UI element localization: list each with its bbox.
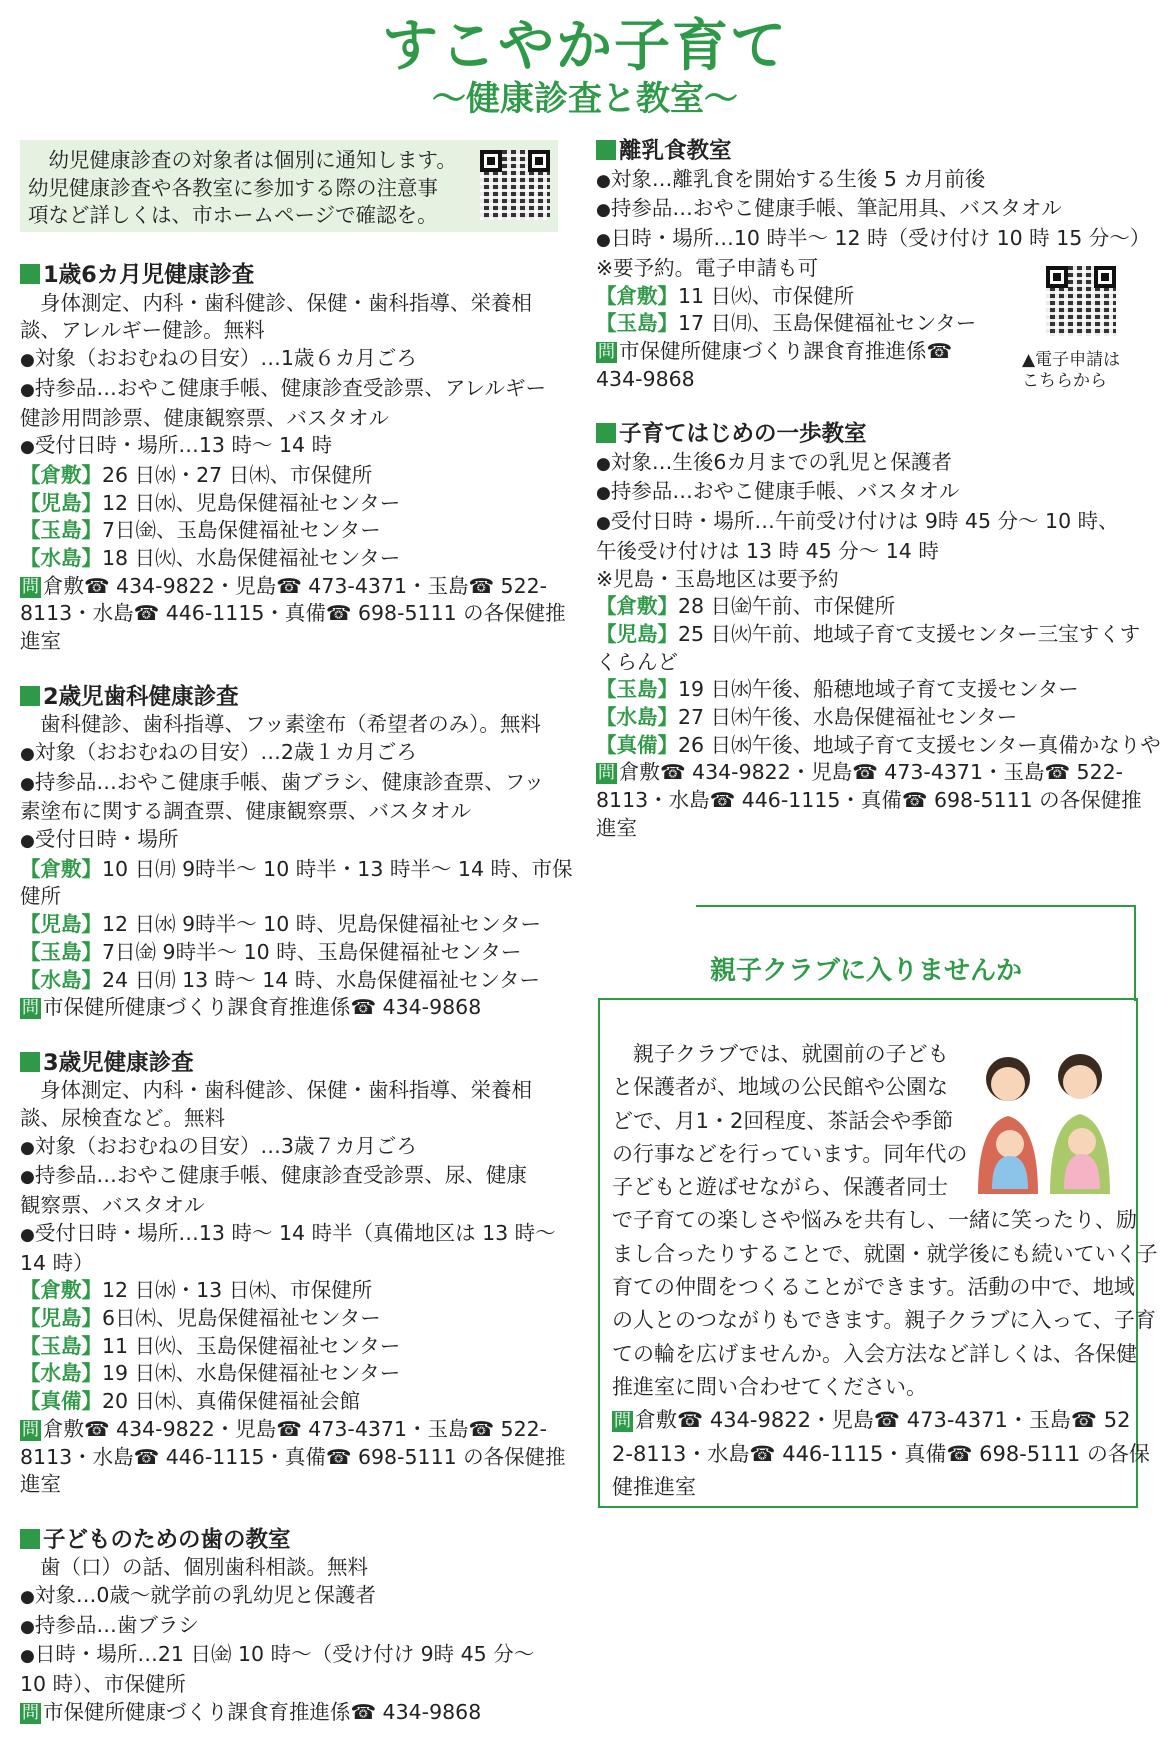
section-title: 3歳児健康診査: [43, 1049, 194, 1076]
section-title: 1歳6カ月児健康診査: [43, 262, 255, 288]
club-line: の行事などを行っています。同年代の: [612, 1141, 968, 1166]
divider: [696, 905, 1136, 907]
section-desc: 歯（口）の話、個別歯科相談。無料: [40, 1555, 368, 1580]
contact-text: 進室: [20, 1472, 61, 1497]
section-title: 離乳食教室: [619, 138, 732, 164]
bullet-icon: ●: [20, 379, 35, 400]
reception-text: 受付日時・場所: [34, 827, 179, 852]
club-line: 推進室に問い合わせてください。: [612, 1374, 927, 1399]
club-line: ての輪を広げませんか。入会方法など詳しくは、各保健: [612, 1341, 1137, 1366]
area-tag: 【水島】: [20, 1361, 102, 1386]
page-subtitle: 〜健康診査と教室〜: [432, 79, 738, 119]
target-text: 対象（おおむねの目安）…1歳６カ月ごろ: [34, 346, 417, 371]
venue-text: 健所: [20, 884, 61, 909]
venue-text: 10 日㈪ 9時半〜 10 時半・13 時半〜 14 時、市保: [102, 856, 573, 881]
bullet-icon: ●: [596, 453, 611, 474]
club-line: 育ての仲間をつくることができます。活動の中で、地域: [612, 1275, 1135, 1300]
section-title: 子どものための歯の教室: [43, 1526, 291, 1553]
club-line: まし合ったりすることで、就園・就学後にも続いていく子: [612, 1241, 1158, 1266]
contact-text: 8113・水島☎ 446-1115・真備☎ 698-5111 の各保健推: [596, 788, 1142, 813]
items-text: 持参品…おやこ健康手帳、歯ブラシ、健康診査票、フッ: [34, 769, 545, 794]
venue-text: 28 日㈮午前、市保健所: [678, 594, 896, 619]
area-tag: 【児島】: [20, 490, 102, 515]
venue-text: 12 日㈬、児島保健福祉センター: [102, 490, 401, 515]
venue-text: 18 日㈫、水島保健福祉センター: [102, 546, 401, 571]
bullet-icon: ●: [20, 1167, 35, 1188]
venue-text: 7日㈮、玉島保健福祉センター: [102, 518, 381, 543]
qr-caption: [1022, 350, 1120, 392]
bullet-icon: ●: [20, 1616, 35, 1637]
area-tag: 【玉島】: [20, 939, 102, 964]
venue-text: 19 日㈬午後、船穂地域子育て支援センター: [678, 677, 1079, 702]
reception-text: 受付日時・場所…13 時〜 14 時半（真備地区は 13 時〜: [34, 1220, 556, 1245]
items-text: 素塗布に関する調査票、健康観察票、バスタオル: [20, 799, 471, 824]
items-text: 観察票、バスタオル: [20, 1193, 205, 1218]
contact-text: 2-8113・水島☎ 446-1115・真備☎ 698-5111 の各保: [612, 1441, 1150, 1466]
target-text: 対象…生後6カ月までの乳児と保護者: [610, 449, 952, 474]
venue-text: 11 日㈫、玉島保健福祉センター: [102, 1333, 401, 1358]
area-tag: 【真備】: [596, 732, 678, 757]
inquiry-icon: 問: [22, 1419, 39, 1440]
notice-box: [20, 140, 558, 232]
section-desc: 談、尿検査など。無料: [20, 1106, 225, 1131]
bullet-icon: ●: [596, 483, 611, 504]
contact-text: 倉敷☎ 434-9822・児島☎ 473-4371・玉島☎ 522-: [619, 760, 1124, 785]
inquiry-icon: 問: [22, 576, 39, 597]
venue-text: 6日㈭、児島保健福祉センター: [102, 1305, 381, 1330]
bullet-icon: ●: [596, 200, 611, 221]
section-title: 2歳児歯科健康診査: [43, 683, 239, 710]
venue-text: 11 日㈫、市保健所: [678, 283, 855, 308]
square-bullet-icon: [20, 1052, 40, 1072]
square-bullet-icon: [20, 264, 40, 284]
section-desc: 歯科健診、歯科指導、フッ素塗布（希望者のみ）。無料: [40, 712, 541, 737]
page-title: すこやか子育て: [382, 14, 788, 79]
area-tag: 【倉敷】: [20, 462, 102, 487]
reception-text: 午後受け付けは 13 時 45 分〜 14 時: [596, 538, 939, 563]
club-line: で子育ての楽しさや悩みを共有し、一緒に笑ったり、励: [612, 1208, 1137, 1233]
area-tag: 【玉島】: [20, 518, 102, 543]
venue-text: 17 日㈪、玉島保健福祉センター: [678, 311, 977, 336]
area-tag: 【玉島】: [596, 677, 678, 702]
area-tag: 【真備】: [20, 1389, 102, 1414]
baby-face: [996, 1130, 1024, 1158]
area-tag: 【水島】: [20, 546, 102, 571]
contact-text: 434-9868: [596, 366, 695, 391]
parents-with-babies-illustration: [972, 1044, 1118, 1194]
venue-text: くらんど: [596, 649, 678, 674]
bullet-icon: ●: [596, 230, 611, 251]
area-tag: 【倉敷】: [596, 283, 678, 308]
items-text: 持参品…おやこ健康手帳、健康診査受診票、尿、健康: [34, 1163, 527, 1188]
inquiry-icon: 問: [22, 1702, 39, 1723]
bullet-icon: ●: [20, 1646, 35, 1667]
page-header: [0, 14, 1170, 118]
venue-text: 27 日㈭午後、水島保健福祉センター: [678, 705, 1018, 730]
bullet-icon: ●: [20, 773, 35, 794]
notice-line: 幼児健康診査や各教室に参加する際の注意事: [28, 175, 438, 200]
club-line: どで、月1・2回程度、茶話会や季節: [612, 1108, 954, 1133]
venue-text: 12 日㈬・13 日㈭、市保健所: [102, 1278, 373, 1303]
items-text: 健診用問診票、健康観察票、バスタオル: [20, 405, 389, 430]
contact-text: 8113・水島☎ 446-1115・真備☎ 698-5111 の各保健推: [20, 601, 566, 626]
face: [991, 1067, 1025, 1101]
contact-text: 倉敷☎ 434-9822・児島☎ 473-4371・玉島☎ 522-: [43, 1416, 548, 1441]
venue-text: 20 日㈭、真備保健福祉会館: [102, 1389, 361, 1414]
items-text: 持参品…おやこ健康手帳、バスタオル: [610, 479, 960, 504]
venue-text: 26 日㈬・27 日㈭、市保健所: [102, 462, 373, 487]
venue-text: 7日㈮ 9時半〜 10 時、玉島保健福祉センター: [102, 939, 522, 964]
notice-line: 項など詳しくは、市ホームページで確認を。: [28, 203, 438, 227]
area-tag: 【児島】: [20, 912, 102, 937]
club-line: 親子クラブでは、就園前の子ども: [612, 1042, 949, 1066]
note-text: ※児島・玉島地区は要予約: [596, 566, 839, 591]
square-bullet-icon: [20, 1529, 40, 1549]
club-title: 親子クラブに入りませんか: [709, 956, 1022, 986]
right-column: [596, 138, 1161, 870]
contact-text: 進室: [20, 629, 61, 654]
reception-text: 受付日時・場所…午前受け付けは 9時 45 分〜 10 時、: [610, 509, 1119, 534]
area-tag: 【水島】: [20, 967, 102, 992]
reception-text: 10 時）、市保健所: [20, 1672, 186, 1697]
square-bullet-icon: [20, 686, 40, 706]
reception-text: 受付日時・場所…13 時〜 14 時: [34, 433, 333, 458]
contact-text: 倉敷☎ 434-9822・児島☎ 473-4371・玉島☎ 52: [635, 1408, 1131, 1433]
items-text: 持参品…おやこ健康手帳、筆記用具、バスタオル: [610, 196, 1062, 221]
section-checkup-18m: [20, 262, 566, 656]
bullet-icon: ●: [20, 1224, 35, 1245]
contact-text: 8113・水島☎ 446-1115・真備☎ 698-5111 の各保健推: [20, 1444, 566, 1469]
area-tag: 【玉島】: [596, 311, 678, 336]
bullet-icon: ●: [20, 1587, 35, 1607]
inquiry-icon: 問: [598, 341, 615, 362]
note-text: ※要予約。電子申請も可: [596, 255, 819, 280]
contact-text: 市保健所健康づくり課食育推進係☎: [619, 338, 953, 363]
bullet-icon: ●: [20, 350, 35, 371]
square-bullet-icon: [596, 140, 616, 160]
baby-face: [1068, 1128, 1096, 1156]
area-tag: 【玉島】: [20, 1333, 102, 1358]
venue-text: 19 日㈭、水島保健福祉センター: [102, 1361, 401, 1386]
contact-text: 健推進室: [612, 1474, 696, 1499]
bullet-icon: ●: [20, 831, 35, 852]
section-dental-2y: [20, 683, 573, 1022]
items-text: 持参品…歯ブラシ: [34, 1612, 199, 1637]
area-tag: 【水島】: [596, 705, 678, 730]
face: [1063, 1065, 1097, 1099]
area-tag: 【児島】: [20, 1305, 102, 1330]
target-text: 対象（おおむねの目安）…3歳７カ月ごろ: [34, 1133, 417, 1158]
area-tag: 【倉敷】: [596, 594, 678, 619]
square-bullet-icon: [596, 423, 616, 443]
venue-text: 24 日㈪ 13 時〜 14 時、水島保健福祉センター: [102, 967, 541, 992]
contact-text: 市保健所健康づくり課食育推進係☎ 434-9868: [43, 1699, 482, 1724]
section-desc: 身体測定、内科・歯科健診、保健・歯科指導、栄養相: [40, 1078, 532, 1103]
area-tag: 【倉敷】: [20, 1278, 102, 1303]
area-tag: 【児島】: [596, 621, 678, 646]
contact-text: 進室: [596, 815, 637, 840]
area-tag: 【倉敷】: [20, 856, 102, 881]
target-text: 対象…離乳食を開始する生後 5 カ月前後: [610, 166, 986, 191]
bullet-icon: ●: [596, 170, 611, 191]
reception-text: 日時・場所…21 日㈮ 10 時〜（受け付け 9時 45 分〜: [34, 1642, 535, 1667]
bullet-icon: ●: [20, 437, 35, 458]
venue-text: 12 日㈬ 9時半〜 10 時、児島保健福祉センター: [102, 912, 541, 937]
bullet-icon: ●: [20, 1137, 35, 1158]
e-application-qr-code-icon[interactable]: [1046, 266, 1116, 336]
section-dental-class: [20, 1527, 560, 1727]
club-line: の人とのつながりもできます。親子クラブに入って、子育: [612, 1308, 1156, 1333]
bullet-icon: ●: [596, 513, 611, 534]
club-line: 子どもと遊ばせながら、保護者同士: [612, 1175, 948, 1200]
section-first-step-class: [596, 421, 1161, 843]
contact-text: 倉敷☎ 434-9822・児島☎ 473-4371・玉島☎ 522-: [43, 573, 548, 598]
club-line: と保護者が、地域の公民館や公園な: [612, 1075, 948, 1100]
venue-text: 26 日㈬午後、地域子育て支援センター真備かなりや: [678, 732, 1161, 757]
section-checkup-3y: [20, 1049, 566, 1499]
reception-text: 14 時）: [20, 1250, 94, 1275]
qr-caption-line: ▲電子申請は: [1022, 350, 1121, 370]
target-text: 対象（おおむねの目安）…2歳１カ月ごろ: [34, 739, 417, 764]
contact-text: 市保健所健康づくり課食育推進係☎ 434-9868: [43, 995, 482, 1020]
section-desc: 談、アレルギー健診。無料: [20, 318, 265, 343]
left-column: [20, 140, 573, 1754]
inquiry-icon: 問: [598, 763, 615, 784]
inquiry-icon: 問: [22, 998, 39, 1019]
homepage-qr-code-icon[interactable]: [480, 150, 550, 220]
reception-text: 日時・場所…10 時半〜 12 時（受け付け 10 時 15 分〜）: [610, 226, 1151, 251]
qr-caption-line: こちらから: [1022, 371, 1107, 391]
section-desc: 身体測定、内科・歯科健診、保健・歯科指導、栄養相: [40, 290, 532, 315]
venue-text: 25 日㈫午前、地域子育て支援センター三宝すくす: [678, 621, 1141, 646]
items-text: 持参品…おやこ健康手帳、健康診査受診票、アレルギー: [34, 375, 547, 400]
target-text: 対象…0歳〜就学前の乳幼児と保護者: [34, 1583, 376, 1607]
inquiry-icon: 問: [614, 1411, 631, 1432]
section-title: 子育てはじめの一歩教室: [619, 421, 867, 448]
bullet-icon: ●: [20, 743, 35, 764]
notice-line: 幼児健康診査の対象者は個別に通知します。: [28, 148, 457, 172]
